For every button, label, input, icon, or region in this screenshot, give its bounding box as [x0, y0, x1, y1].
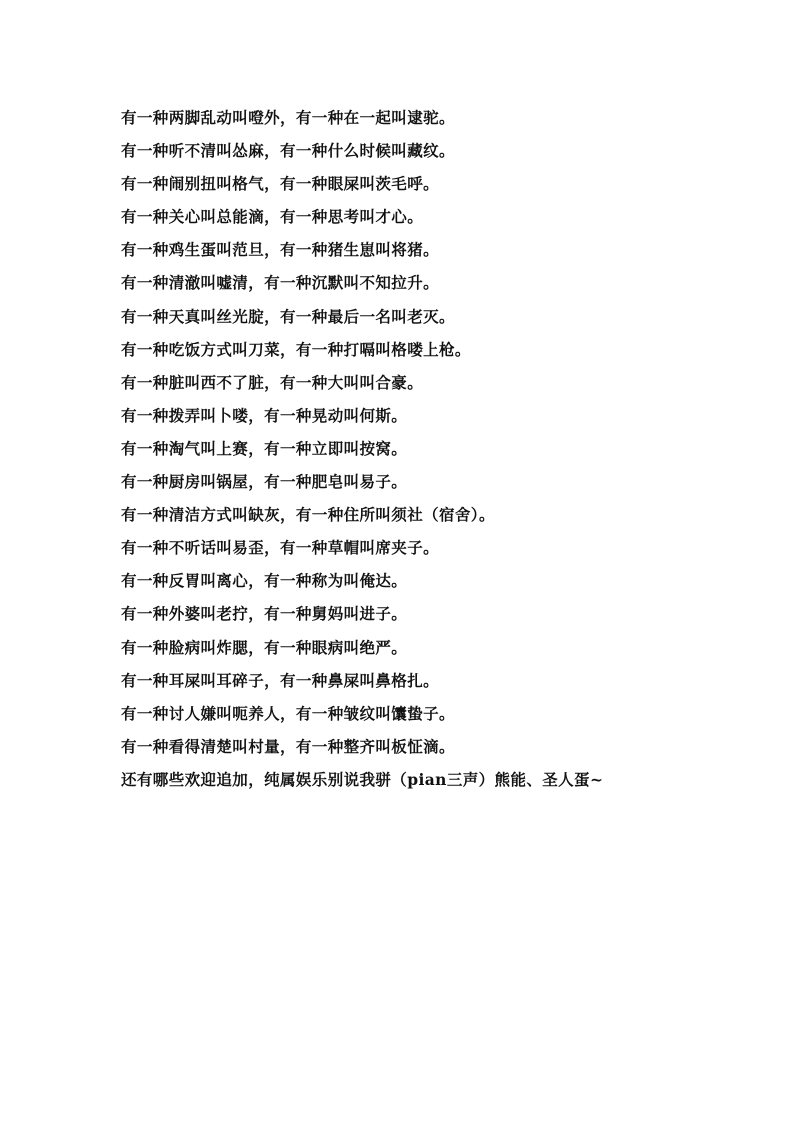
text-line: 有一种耳屎叫耳碎子，有一种鼻屎叫鼻格扎。	[121, 670, 440, 690]
text-lines	[121, 104, 761, 799]
text-line: 有一种两脚乱动叫噔外，有一种在一起叫逮驼。	[121, 108, 455, 127]
text-line: 有一种关心叫总能滴，有一种思考叫才心。	[121, 207, 424, 227]
text-line: 有一种讨人嫌叫呃养人，有一种皱纹叫馕蛰子。	[121, 703, 455, 723]
text-line: 有一种脏叫西不了脏，有一种大叫叫合豪。	[121, 372, 424, 392]
text-line: 有一种吃饭方式叫刀菜，有一种打嗝叫格喽上枪。	[121, 339, 471, 359]
text-line: 有一种闹别扭叫格气，有一种眼屎叫茨毛呼。	[121, 174, 440, 194]
text-line: 有一种反胃叫离心，有一种称为叫俺达。	[121, 571, 408, 591]
text-line: 有一种脸病叫炸腮，有一种眼病叫绝严。	[121, 637, 408, 657]
text-line: 有一种不听话叫易歪，有一种草帽叫席夹子。	[121, 538, 440, 558]
text-line: 有一种清洁方式叫缺灰，有一种住所叫须社（宿舍）。	[121, 505, 495, 525]
text-line: 有一种清澈叫嘘清，有一种沉默叫不知拉升。	[121, 273, 440, 293]
text-line: 有一种鸡生蛋叫范旦，有一种猪生崽叫将猪。	[121, 240, 440, 260]
text-line: 有一种天真叫丝光腚，有一种最后一名叫老灭。	[121, 306, 455, 326]
text-line: 有一种拨弄叫卜喽，有一种晃动叫何斯。	[121, 405, 408, 425]
text-line: 有一种淘气叫上赛，有一种立即叫按窝。	[121, 438, 408, 458]
text-line: 有一种看得清楚叫村量，有一种整齐叫板怔滴。	[121, 736, 455, 756]
text-line: 还有哪些欢迎追加，纯属娱乐别说我骈（pian三声）熊能、圣人蛋~	[121, 769, 604, 789]
text-line: 有一种听不清叫怂麻，有一种什么时候叫藏纹。	[121, 141, 455, 161]
text-line: 有一种外婆叫老拧，有一种舅妈叫进子。	[121, 604, 408, 624]
text-line: 有一种厨房叫锅屋，有一种肥皂叫易子。	[121, 472, 408, 492]
